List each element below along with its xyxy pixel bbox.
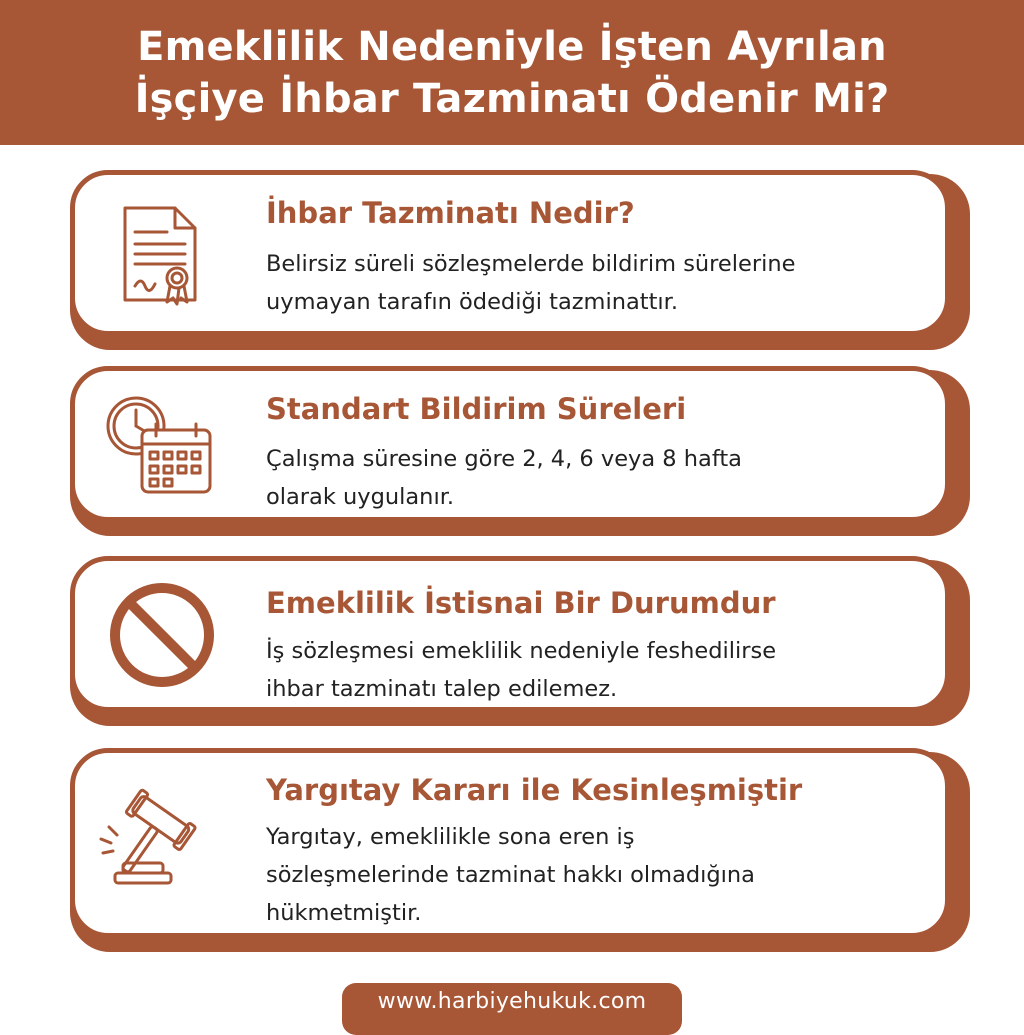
card-body-line: Belirsiz süreli sözleşmelerde bildirim sürelerine [266,251,796,277]
card-body [266,632,776,708]
certificate-document-icon [72,185,252,325]
card-body-line: İş sözleşmesi emeklilik nedeniyle feshedilirse [266,638,777,664]
card-title: Standart Bildirim Süreleri [266,392,687,426]
card-title: Yargıtay Kararı ile Kesinleşmiştir [266,773,803,807]
clock-calendar-icon [72,380,252,510]
card-title: İhbar Tazminatı Nedir? [266,196,635,230]
card-body [266,245,795,321]
card-body-line: olarak uygulanır. [266,484,455,510]
card-body-line: hükmetmiştir. [266,900,422,926]
prohibited-icon [72,570,252,700]
card-body [266,440,742,516]
page-title-line-2: İşçiye İhbar Tazminatı Ödenir Mi? [134,75,890,122]
page-title-line-1: Emeklilik Nedeniyle İşten Ayrılan [137,23,887,70]
card-body-line: Çalışma süresine göre 2, 4, 6 veya 8 hafta [266,446,742,472]
card-body-line: ihbar tazminatı talep edilemez. [266,676,618,702]
card-title: Emeklilik İstisnai Bir Durumdur [266,586,776,620]
card-body-line: uymayan tarafın ödediği tazminattır. [266,289,679,315]
card-body-line: sözleşmelerinde tazminat hakkı olmadığına [266,862,755,888]
card-body [266,818,755,932]
header-banner [0,0,1024,145]
card-body-line: Yargıtay, emeklilikle sona eren iş [266,824,635,850]
website-link[interactable] [342,983,682,1035]
gavel-icon [72,772,252,912]
website-url[interactable]: www.harbiyehukuk.com [377,989,647,1014]
